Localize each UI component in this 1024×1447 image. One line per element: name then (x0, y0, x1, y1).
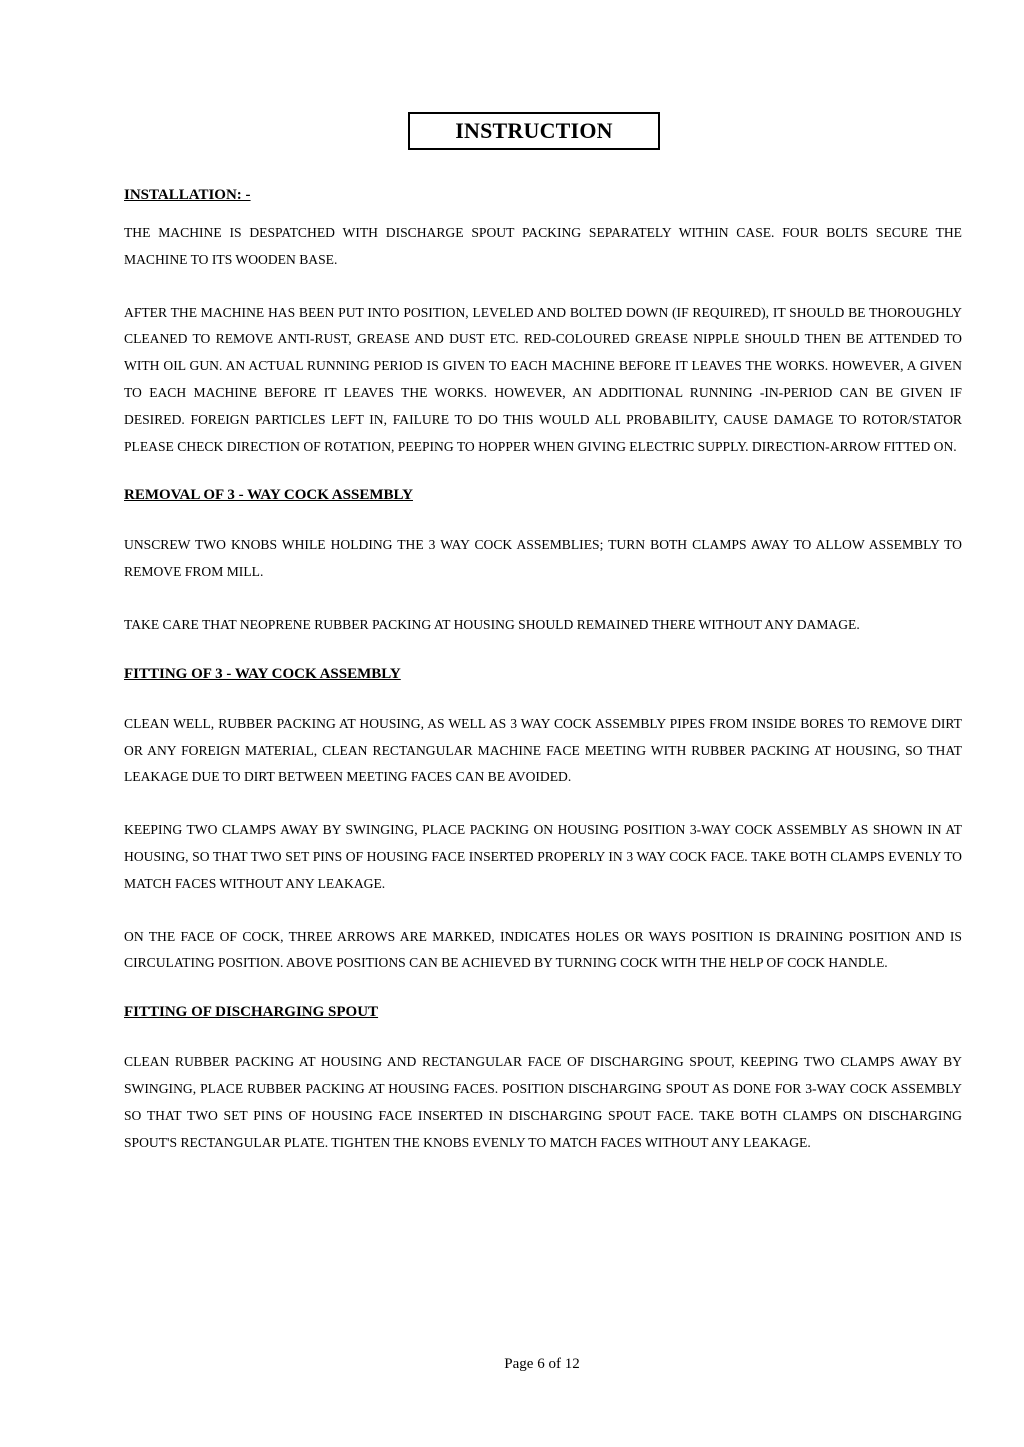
installation-paragraph-1: THE MACHINE IS DESPATCHED WITH DISCHARGE SPOUT PACKING SEPARATELY WITHIN CASE. FOUR BOLTS SECURE THE MACHINE TO ITS WOODEN BASE. (124, 225, 962, 267)
fitting-cock-paragraph-2: KEEPING TWO CLAMPS AWAY BY SWINGING, PLACE PACKING ON HOUSING POSITION 3-WAY COCK ASSEMBLY AS SHOWN IN AT HOUSING, SO THAT TWO SET PINS OF HOUSING FACE INSERTED PROPERLY IN 3 WAY COCK FACE. TAKE BOTH CLAMPS EVENLY TO MATCH FACES WITHOUT ANY LEAKAGE. (124, 822, 962, 891)
section-heading-fitting-cock: FITTING OF 3 - WAY COCK ASSEMBLY (124, 665, 401, 682)
fitting-spout-paragraph-1: CLEAN RUBBER PACKING AT HOUSING AND RECTANGULAR FACE OF DISCHARGING SPOUT, KEEPING TWO CLAMPS AWAY BY SWINGING, PLACE RUBBER PACKING AT HOUSING FACES. POSITION DISCHARGING SPOUT AS DONE FOR 3-WAY COCK ASSEMBLY SO THAT TWO SET PINS OF HOUSING FACE INSERTED IN DISCHARGING SPOUT FACE. TAKE BOTH CLAMPS ON DISCHARGING SPOUT'S RECTANGULAR PLATE. TIGHTEN THE KNOBS EVENLY TO MATCH FACES WITHOUT ANY LEAKAGE. (124, 1054, 962, 1150)
document-title: INSTRUCTION (408, 112, 660, 150)
removal-paragraph-2: TAKE CARE THAT NEOPRENE RUBBER PACKING AT HOUSING SHOULD REMAINED THERE WITHOUT ANY DAMAGE. (124, 616, 860, 632)
section-heading-installation: INSTALLATION: - (124, 187, 251, 203)
section-heading-fitting-spout: FITTING OF DISCHARGING SPOUT (124, 1004, 379, 1021)
fitting-cock-paragraph-1: CLEAN WELL, RUBBER PACKING AT HOUSING, AS WELL AS 3 WAY COCK ASSEMBLY PIPES FROM INSIDE BORES TO REMOVE DIRT OR ANY FOREIGN MATERIAL, CLEAN RECTANGULAR MACHINE FACE MEETING WITH RUBBER PACKING AT HOUSING, SO THAT LEAKAGE DUE TO DIRT BETWEEN MEETING FACES CAN BE AVOIDED. (124, 715, 962, 785)
installation-paragraph-2: AFTER THE MACHINE HAS BEEN PUT INTO POSITION, LEVELED AND BOLTED DOWN (IF REQUIRED), IT SHOULD BE THOROUGHLY CLEANED TO REMOVE ANTI-RUST, GREASE AND DUST ETC. RED-COLOURED GREASE NIPPLE SHOULD THEN BE ATTENDED TO WITH OIL GUN. AN ACTUAL RUNNING PERIOD IS GIVEN TO EACH MACHINE BEFORE IT LEAVES THE WORKS. HOWEVER, A GIVEN TO EACH MACHINE BEFORE IT LEAVES THE WORKS. HOWEVER, AN ADDITIONAL RUNNING -IN-PERIOD CAN BE GIVEN IF DESIRED. FOREIGN PARTICLES LEFT IN, FAILURE TO DO THIS WOULD ALL PROBABILITY, CAUSE DAMAGE TO ROTOR/STATOR PLEASE CHECK DIRECTION OF ROTATION, PEEPING TO HOPPER WHEN GIVING ELECTRIC SUPPLY. DIRECTION-ARROW FITTED ON. (124, 304, 962, 454)
fitting-cock-paragraph-3: ON THE FACE OF COCK, THREE ARROWS ARE MARKED, INDICATES HOLES OR WAYS POSITION IS DRAINING POSITION AND IS CIRCULATING POSITION. ABOVE POSITIONS CAN BE ACHIEVED BY TURNING COCK WITH THE HELP OF COCK HANDLE. (124, 928, 962, 971)
section-heading-removal: REMOVAL OF 3 - WAY COCK ASSEMBLY (124, 487, 413, 504)
document-body (124, 184, 962, 1156)
page-number: Page 6 of 12 (504, 1356, 580, 1372)
removal-paragraph-1: UNSCREW TWO KNOBS WHILE HOLDING THE 3 WAY COCK ASSEMBLIES; TURN BOTH CLAMPS AWAY TO ALLOW ASSEMBLY TO REMOVE FROM MILL. (124, 537, 962, 580)
